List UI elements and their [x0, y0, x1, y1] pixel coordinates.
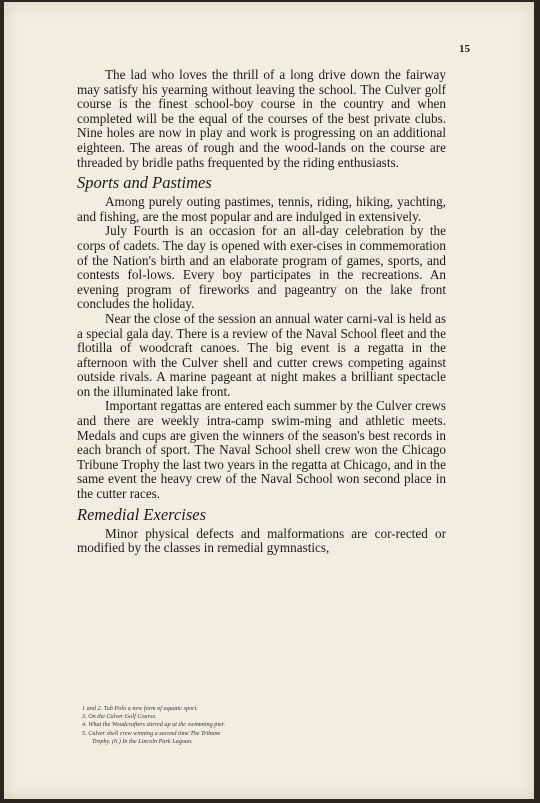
paragraph: The lad who loves the thrill of a long drive down the fairway may satisfy his yearning without leaving the school. The Culver golf course is the finest school-boy course in the country and when completed will be the equal of the courses of the best private clubs. Nine holes are now in play and work is progressing on an additional eighteen. The areas of rough and the wood-lands on the course are threaded by bridle paths frequented by the riding enthusiasts. [77, 67, 446, 170]
page-number: 15 [459, 43, 470, 55]
paragraph: Near the close of the session an annual water carni-val is held as a special gala day. There is a review of the Naval School fleet and the flotilla of woodcraft canoes. The big event is a regatta in the afternoon with the Culver shell and cutter crews competing against outside rivals. A marine pageant at night makes a brilliant spectacle on the illuminated lake front. [77, 310, 446, 399]
paragraph: July Fourth is an occasion for an all-day celebration by the corps of cadets. The day is opened with exer-cises in commemoration of the Nation's birth and an elaborate program of games, sports, and contests fol-lows. Every boy participates in the recreations. An evening program of fireworks and pageantry on the lake front concludes the holiday. [77, 223, 446, 312]
paragraph: Among purely outing pastimes, tennis, riding, hiking, yachting, and fishing, are the most popular and are indulged in extensively. [77, 194, 446, 224]
book-page [4, 2, 534, 799]
footnote: 4. What the Woodcrafters stirred up at the swimming pier. [82, 721, 226, 729]
footnote: Trophy. (6.) In the Lincoln Park Lagoon. [92, 737, 193, 745]
footnote: 1 and 2. Tub Polo a new form of aquatic sport. [82, 705, 198, 712]
section-heading-remedial: Remedial Exercises [77, 504, 207, 524]
paragraph: Minor physical defects and malformations are cor-rected or modified by the classes in remedial gymnastics, [77, 525, 446, 556]
footnote: 5. Culver shell crew winning a second time The Tribune [82, 729, 221, 737]
section-heading-sports: Sports and Pastimes [77, 173, 212, 193]
paragraph: Important regattas are entered each summer by the Culver crews and there are weekly intra-camp swim-ming and athletic meets. Medals and cups are given the winners of the season's best records in each branch of sport. The Naval School shell crew won the Chicago Tribune Trophy the last two years in the regatta at Chicago, and in the same event the heavy crew of the Naval School won second place in the cutter races. [77, 398, 446, 502]
footnotes [82, 705, 362, 746]
footnote: 3. On the Culver Golf Course. [82, 713, 157, 721]
body-text [77, 68, 446, 556]
